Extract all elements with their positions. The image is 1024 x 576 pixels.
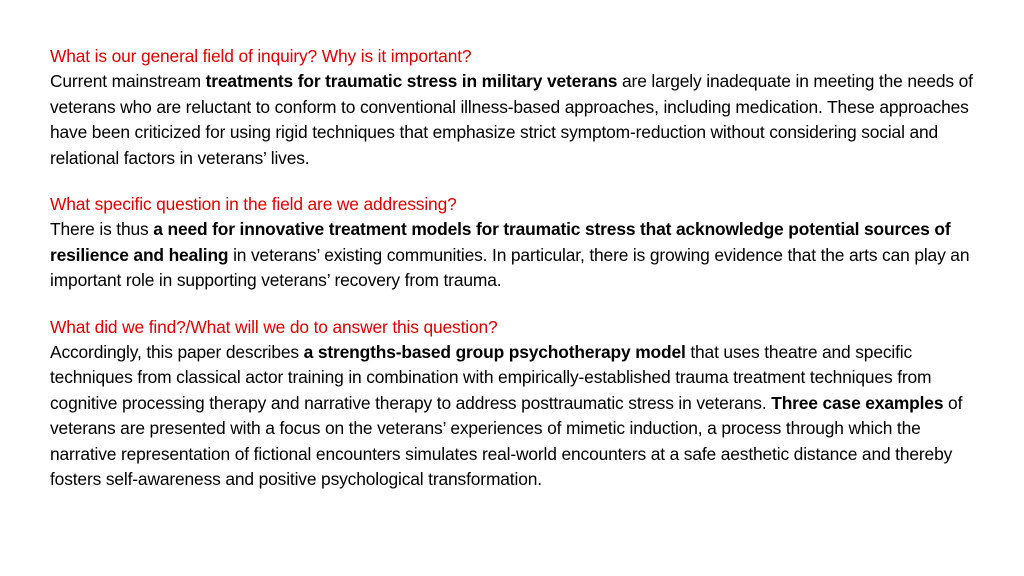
- slide-content: [50, 44, 980, 493]
- emphasis-text: a need for innovative treatment models for traumatic stress that acknowledge potential sources of resilience and healing: [50, 219, 951, 265]
- section-findings: [50, 315, 980, 493]
- emphasis-text: Three case examples: [771, 392, 944, 413]
- section-paragraph: [50, 340, 980, 492]
- section-paragraph: [50, 69, 980, 171]
- paragraph-text: in veterans’ existing communities. In particular, there is growing evidence that the arts can play an important role in supporting veterans’ recovery from trauma.: [50, 244, 970, 291]
- paragraph-text: Current mainstream: [50, 71, 206, 92]
- paragraph-text: There is thus: [50, 219, 154, 240]
- paragraph-text: that uses theatre and specific techniques from classical actor training in combination with empirically-established trauma treatment techniques from cognitive processing therapy and narrative therapy to address posttraumatic stress in veterans.: [50, 342, 932, 413]
- paragraph-text: Accordingly, this paper describes: [50, 342, 304, 363]
- paragraph-text: of veterans are presented with a focus on the veterans’ experiences of mimetic induction, a process through which the narrative representation of fictional encounters simulates real-world encounters at a safe aesthetic distance and thereby fosters self-awareness and positive psychological transformation.: [50, 392, 963, 490]
- emphasis-text: treatments for traumatic stress in military veterans: [205, 71, 618, 92]
- emphasis-text: a strengths-based group psychotherapy model: [303, 342, 686, 363]
- question-heading: What specific question in the field are we addressing?: [50, 194, 457, 215]
- section-field-of-inquiry: [50, 44, 980, 171]
- section-paragraph: [50, 217, 980, 293]
- question-heading: What did we find?/What will we do to answer this question?: [50, 316, 498, 337]
- paragraph-text: are largely inadequate in meeting the needs of veterans who are reluctant to conform to conventional illness-based approaches, including medication. These approaches have been criticized for using rigid techniques that emphasize strict symptom-reduction without considering social and relational factors in veterans’ lives.: [50, 71, 973, 168]
- question-heading: What is our general field of inquiry? Why is it important?: [50, 46, 472, 66]
- section-specific-question: [50, 192, 980, 294]
